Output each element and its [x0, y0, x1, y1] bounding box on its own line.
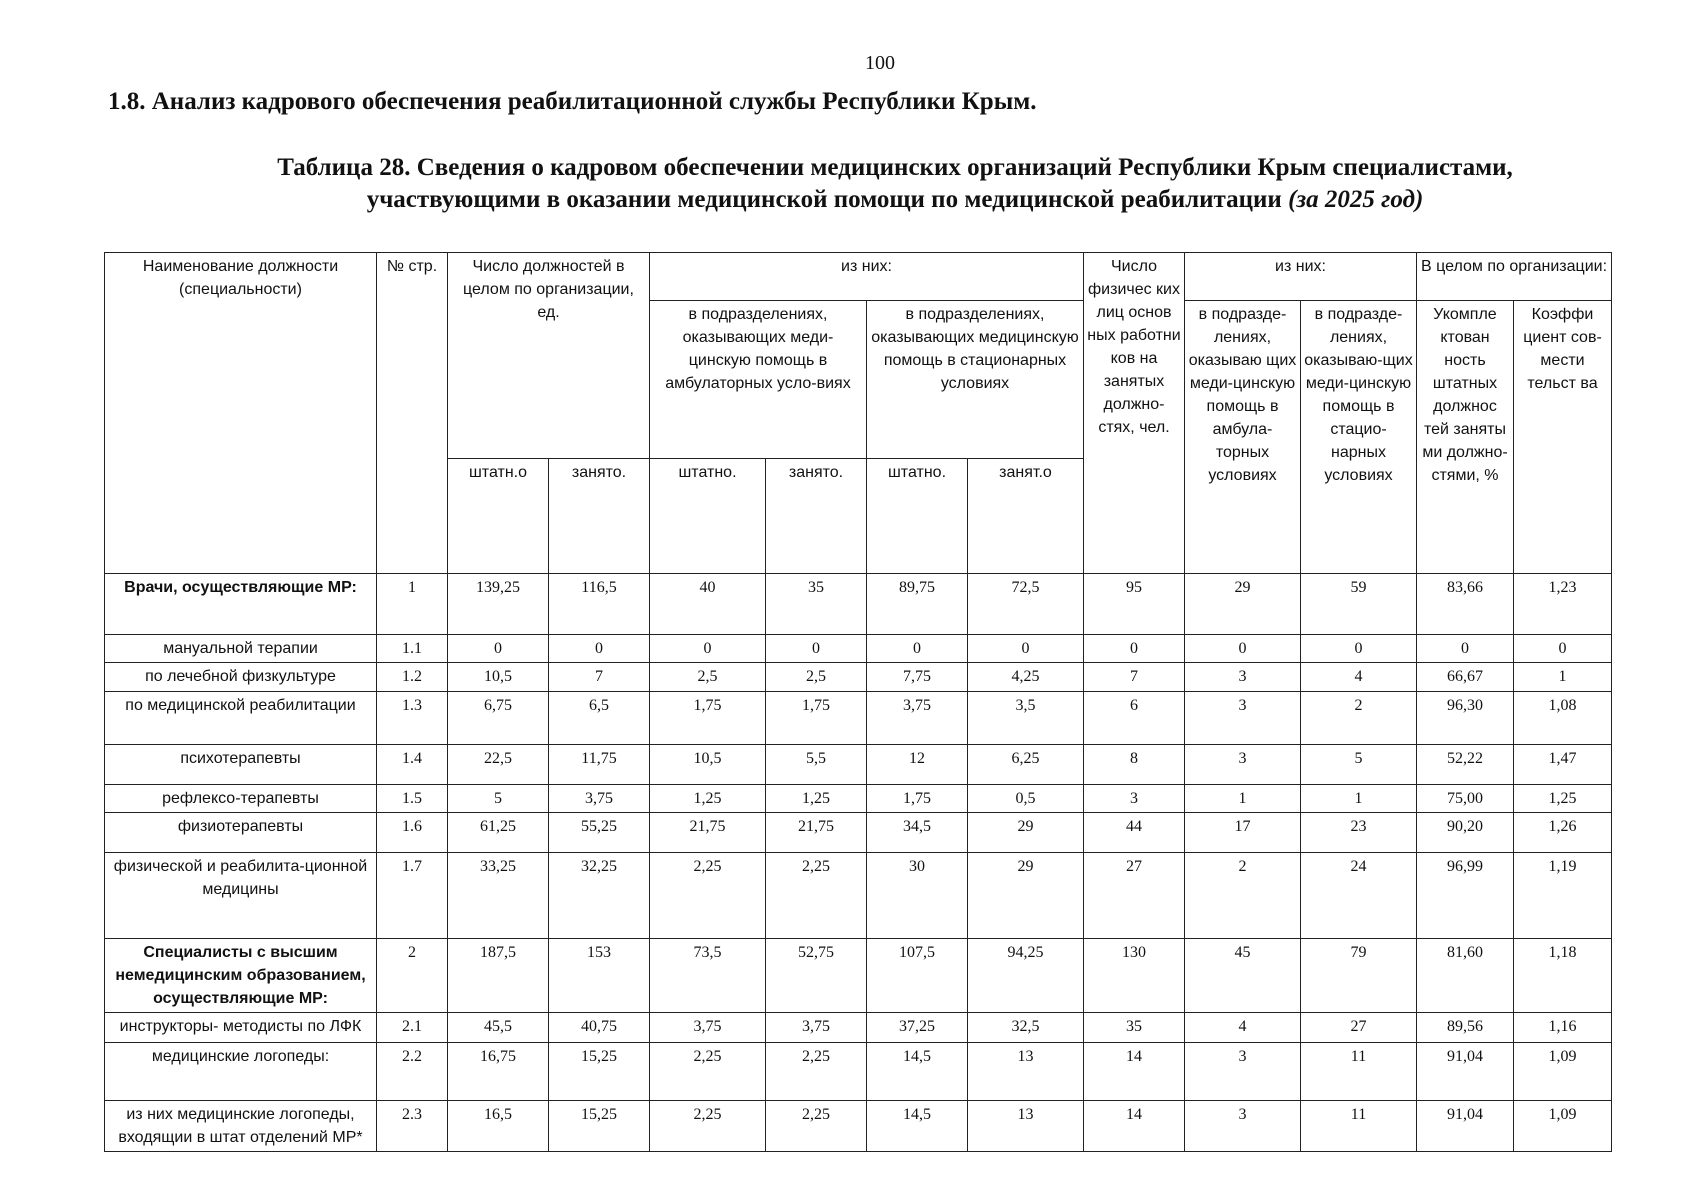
cell-value: 10,5	[448, 663, 549, 692]
table-body	[105, 574, 1612, 1152]
cell-value: 139,25	[448, 574, 549, 635]
header-staff-inp: штатно.	[867, 459, 968, 574]
table-title-period: (за 2025 год)	[1288, 186, 1424, 213]
cell-value: 0	[1301, 635, 1417, 663]
cell-value: 52,75	[766, 939, 867, 1013]
cell-value: 0	[766, 635, 867, 663]
cell-value: 95	[1084, 574, 1185, 635]
cell-value: 1,16	[1514, 1013, 1612, 1043]
cell-value: 2,25	[766, 1101, 867, 1152]
cell-value: 34,5	[867, 813, 968, 853]
row-number: 2.1	[377, 1013, 448, 1043]
cell-value: 2,25	[766, 853, 867, 939]
row-number: 1.2	[377, 663, 448, 692]
row-name: физиотерапевты	[105, 813, 377, 853]
header-total-positions: Число должностей в целом по организации, ед.	[448, 253, 650, 459]
row-number: 1.3	[377, 692, 448, 745]
cell-value: 1,08	[1514, 692, 1612, 745]
header-persons: Число физичес ких лиц основ ных работни ков на занятых должно-стях, чел.	[1084, 253, 1185, 574]
cell-value: 1,25	[766, 785, 867, 813]
row-name: по лечебной физкультуре	[105, 663, 377, 692]
cell-value: 4,25	[968, 663, 1084, 692]
header-occupied-amb: занято.	[766, 459, 867, 574]
row-number: 2	[377, 939, 448, 1013]
cell-value: 13	[968, 1101, 1084, 1152]
cell-value: 0,5	[968, 785, 1084, 813]
cell-value: 66,67	[1417, 663, 1514, 692]
cell-value: 1,09	[1514, 1101, 1612, 1152]
header-org-total: В целом по организации:	[1417, 253, 1612, 301]
cell-value: 2,25	[650, 1043, 766, 1101]
cell-value: 29	[968, 853, 1084, 939]
cell-value: 1,75	[650, 692, 766, 745]
cell-value: 6	[1084, 692, 1185, 745]
cell-value: 75,00	[1417, 785, 1514, 813]
table-row	[105, 663, 1612, 692]
cell-value: 94,25	[968, 939, 1084, 1013]
cell-value: 0	[448, 635, 549, 663]
table-row	[105, 1013, 1612, 1043]
cell-value: 1	[1185, 785, 1301, 813]
header-staffing: Укомпле ктован ность штатных должнос тей заняты ми должно-стями, %	[1417, 301, 1514, 574]
cell-value: 14,5	[867, 1101, 968, 1152]
table-row	[105, 813, 1612, 853]
row-name: Врачи, осуществляющие МР:	[105, 574, 377, 635]
staffing-table	[104, 252, 1612, 1152]
cell-value: 3	[1185, 1101, 1301, 1152]
cell-value: 3	[1185, 663, 1301, 692]
cell-value: 1,26	[1514, 813, 1612, 853]
header-of-them-2: из них:	[1185, 253, 1417, 301]
cell-value: 96,99	[1417, 853, 1514, 939]
page-number: 100	[865, 52, 895, 74]
cell-value: 3,75	[766, 1013, 867, 1043]
section-title: 1.8. Анализ кадрового обеспечения реабилитационной службы Республики Крым.	[108, 88, 1037, 115]
cell-value: 0	[1185, 635, 1301, 663]
cell-value: 7	[549, 663, 650, 692]
header-of-them-1: из них:	[650, 253, 1084, 301]
table-title-line2	[170, 184, 1620, 216]
cell-value: 29	[1185, 574, 1301, 635]
cell-value: 2	[1301, 692, 1417, 745]
cell-value: 3,75	[867, 692, 968, 745]
cell-value: 3,75	[549, 785, 650, 813]
cell-value: 2,5	[650, 663, 766, 692]
cell-value: 0	[867, 635, 968, 663]
cell-value: 11	[1301, 1101, 1417, 1152]
cell-value: 81,60	[1417, 939, 1514, 1013]
cell-value: 116,5	[549, 574, 650, 635]
table-row	[105, 1043, 1612, 1101]
header-persons-amb: в подразде-лениях, оказываю щих меди-цинскую помощь в амбула-торных условиях	[1185, 301, 1301, 574]
row-number: 1.6	[377, 813, 448, 853]
cell-value: 44	[1084, 813, 1185, 853]
row-name: медицинские логопеды:	[105, 1043, 377, 1101]
cell-value: 2,25	[650, 853, 766, 939]
cell-value: 83,66	[1417, 574, 1514, 635]
cell-value: 79	[1301, 939, 1417, 1013]
cell-value: 107,5	[867, 939, 968, 1013]
cell-value: 1,75	[766, 692, 867, 745]
cell-value: 73,5	[650, 939, 766, 1013]
cell-value: 12	[867, 745, 968, 785]
cell-value: 16,75	[448, 1043, 549, 1101]
cell-value: 11,75	[549, 745, 650, 785]
header-coef: Коэффи циент сов-мести тельст ва	[1514, 301, 1612, 574]
cell-value: 33,25	[448, 853, 549, 939]
cell-value: 24	[1301, 853, 1417, 939]
cell-value: 6,75	[448, 692, 549, 745]
cell-value: 0	[549, 635, 650, 663]
row-name: психотерапевты	[105, 745, 377, 785]
header-staff-total: штатн.о	[448, 459, 549, 574]
cell-value: 2,25	[766, 1043, 867, 1101]
row-number: 1.4	[377, 745, 448, 785]
table-row	[105, 1101, 1612, 1152]
row-name: из них медицинские логопеды, входящии в штат отделений МР*	[105, 1101, 377, 1152]
cell-value: 16,5	[448, 1101, 549, 1152]
header-staff-amb: штатно.	[650, 459, 766, 574]
table-row	[105, 745, 1612, 785]
header-ambulatory: в подразделениях, оказывающих меди-цинскую помощь в амбулаторных усло-виях	[650, 301, 867, 459]
cell-value: 3	[1185, 692, 1301, 745]
cell-value: 3	[1185, 1043, 1301, 1101]
cell-value: 72,5	[968, 574, 1084, 635]
cell-value: 3,5	[968, 692, 1084, 745]
cell-value: 22,5	[448, 745, 549, 785]
cell-value: 40,75	[549, 1013, 650, 1043]
header-persons-inp: в подразде-лениях, оказываю-щих меди-цинскую помощь в стацио-нарных условиях	[1301, 301, 1417, 574]
cell-value: 14	[1084, 1101, 1185, 1152]
cell-value: 21,75	[650, 813, 766, 853]
cell-value: 2,25	[650, 1101, 766, 1152]
row-number: 1.7	[377, 853, 448, 939]
cell-value: 1,47	[1514, 745, 1612, 785]
cell-value: 91,04	[1417, 1101, 1514, 1152]
row-name: инструкторы- методисты по ЛФК	[105, 1013, 377, 1043]
cell-value: 35	[766, 574, 867, 635]
cell-value: 15,25	[549, 1101, 650, 1152]
cell-value: 45	[1185, 939, 1301, 1013]
cell-value: 2	[1185, 853, 1301, 939]
cell-value: 27	[1084, 853, 1185, 939]
cell-value: 7,75	[867, 663, 968, 692]
cell-value: 10,5	[650, 745, 766, 785]
table-row	[105, 939, 1612, 1013]
cell-value: 1,19	[1514, 853, 1612, 939]
cell-value: 4	[1185, 1013, 1301, 1043]
header-occupied-inp: занят.о	[968, 459, 1084, 574]
cell-value: 14	[1084, 1043, 1185, 1101]
cell-value: 13	[968, 1043, 1084, 1101]
cell-value: 32,5	[968, 1013, 1084, 1043]
row-number: 1.1	[377, 635, 448, 663]
cell-value: 1,18	[1514, 939, 1612, 1013]
cell-value: 1,25	[1514, 785, 1612, 813]
cell-value: 89,56	[1417, 1013, 1514, 1043]
cell-value: 3	[1185, 745, 1301, 785]
cell-value: 30	[867, 853, 968, 939]
cell-value: 1,23	[1514, 574, 1612, 635]
row-number: 1.5	[377, 785, 448, 813]
cell-value: 3	[1084, 785, 1185, 813]
cell-value: 7	[1084, 663, 1185, 692]
row-name: мануальной терапии	[105, 635, 377, 663]
cell-value: 1,75	[867, 785, 968, 813]
cell-value: 32,25	[549, 853, 650, 939]
cell-value: 0	[1417, 635, 1514, 663]
cell-value: 187,5	[448, 939, 549, 1013]
cell-value: 8	[1084, 745, 1185, 785]
cell-value: 29	[968, 813, 1084, 853]
row-name: по медицинской реабилитации	[105, 692, 377, 745]
cell-value: 153	[549, 939, 650, 1013]
cell-value: 1	[1514, 663, 1612, 692]
cell-value: 5	[1301, 745, 1417, 785]
table-title-line1: Таблица 28. Сведения о кадровом обеспечении медицинских организаций Республики Крым специалистами,	[277, 154, 1513, 181]
header-inpatient: в подразделениях, оказывающих медицинскую помощь в стационарных условиях	[867, 301, 1084, 459]
cell-value: 37,25	[867, 1013, 968, 1043]
row-name: рефлексо-терапевты	[105, 785, 377, 813]
header-name: Наименование должности (специальности)	[105, 253, 377, 574]
table-row	[105, 635, 1612, 663]
row-name: Специалисты с высшим немедицинским образованием, осуществляющие МР:	[105, 939, 377, 1013]
cell-value: 130	[1084, 939, 1185, 1013]
cell-value: 15,25	[549, 1043, 650, 1101]
cell-value: 90,20	[1417, 813, 1514, 853]
cell-value: 55,25	[549, 813, 650, 853]
cell-value: 6,25	[968, 745, 1084, 785]
row-number: 1	[377, 574, 448, 635]
cell-value: 91,04	[1417, 1043, 1514, 1101]
cell-value: 5,5	[766, 745, 867, 785]
cell-value: 14,5	[867, 1043, 968, 1101]
cell-value: 6,5	[549, 692, 650, 745]
header-occupied-total: занято.	[549, 459, 650, 574]
cell-value: 0	[968, 635, 1084, 663]
table-title	[170, 152, 1620, 216]
cell-value: 23	[1301, 813, 1417, 853]
cell-value: 35	[1084, 1013, 1185, 1043]
cell-value: 3,75	[650, 1013, 766, 1043]
table-row	[105, 574, 1612, 635]
cell-value: 89,75	[867, 574, 968, 635]
table-row	[105, 853, 1612, 939]
cell-value: 1	[1301, 785, 1417, 813]
cell-value: 45,5	[448, 1013, 549, 1043]
cell-value: 17	[1185, 813, 1301, 853]
cell-value: 40	[650, 574, 766, 635]
cell-value: 21,75	[766, 813, 867, 853]
cell-value: 0	[650, 635, 766, 663]
cell-value: 61,25	[448, 813, 549, 853]
cell-value: 96,30	[1417, 692, 1514, 745]
cell-value: 0	[1084, 635, 1185, 663]
table-row	[105, 785, 1612, 813]
row-name: физической и реабилита-ционной медицины	[105, 853, 377, 939]
header-rowno: № стр.	[377, 253, 448, 574]
table-row	[105, 692, 1612, 745]
cell-value: 1,09	[1514, 1043, 1612, 1101]
cell-value: 59	[1301, 574, 1417, 635]
cell-value: 0	[1514, 635, 1612, 663]
cell-value: 5	[448, 785, 549, 813]
cell-value: 11	[1301, 1043, 1417, 1101]
cell-value: 4	[1301, 663, 1417, 692]
table-title-main: участвующими в оказании медицинской помощи по медицинской реабилитации	[366, 186, 1282, 213]
row-number: 2.3	[377, 1101, 448, 1152]
cell-value: 2,5	[766, 663, 867, 692]
cell-value: 27	[1301, 1013, 1417, 1043]
cell-value: 52,22	[1417, 745, 1514, 785]
row-number: 2.2	[377, 1043, 448, 1101]
cell-value: 1,25	[650, 785, 766, 813]
